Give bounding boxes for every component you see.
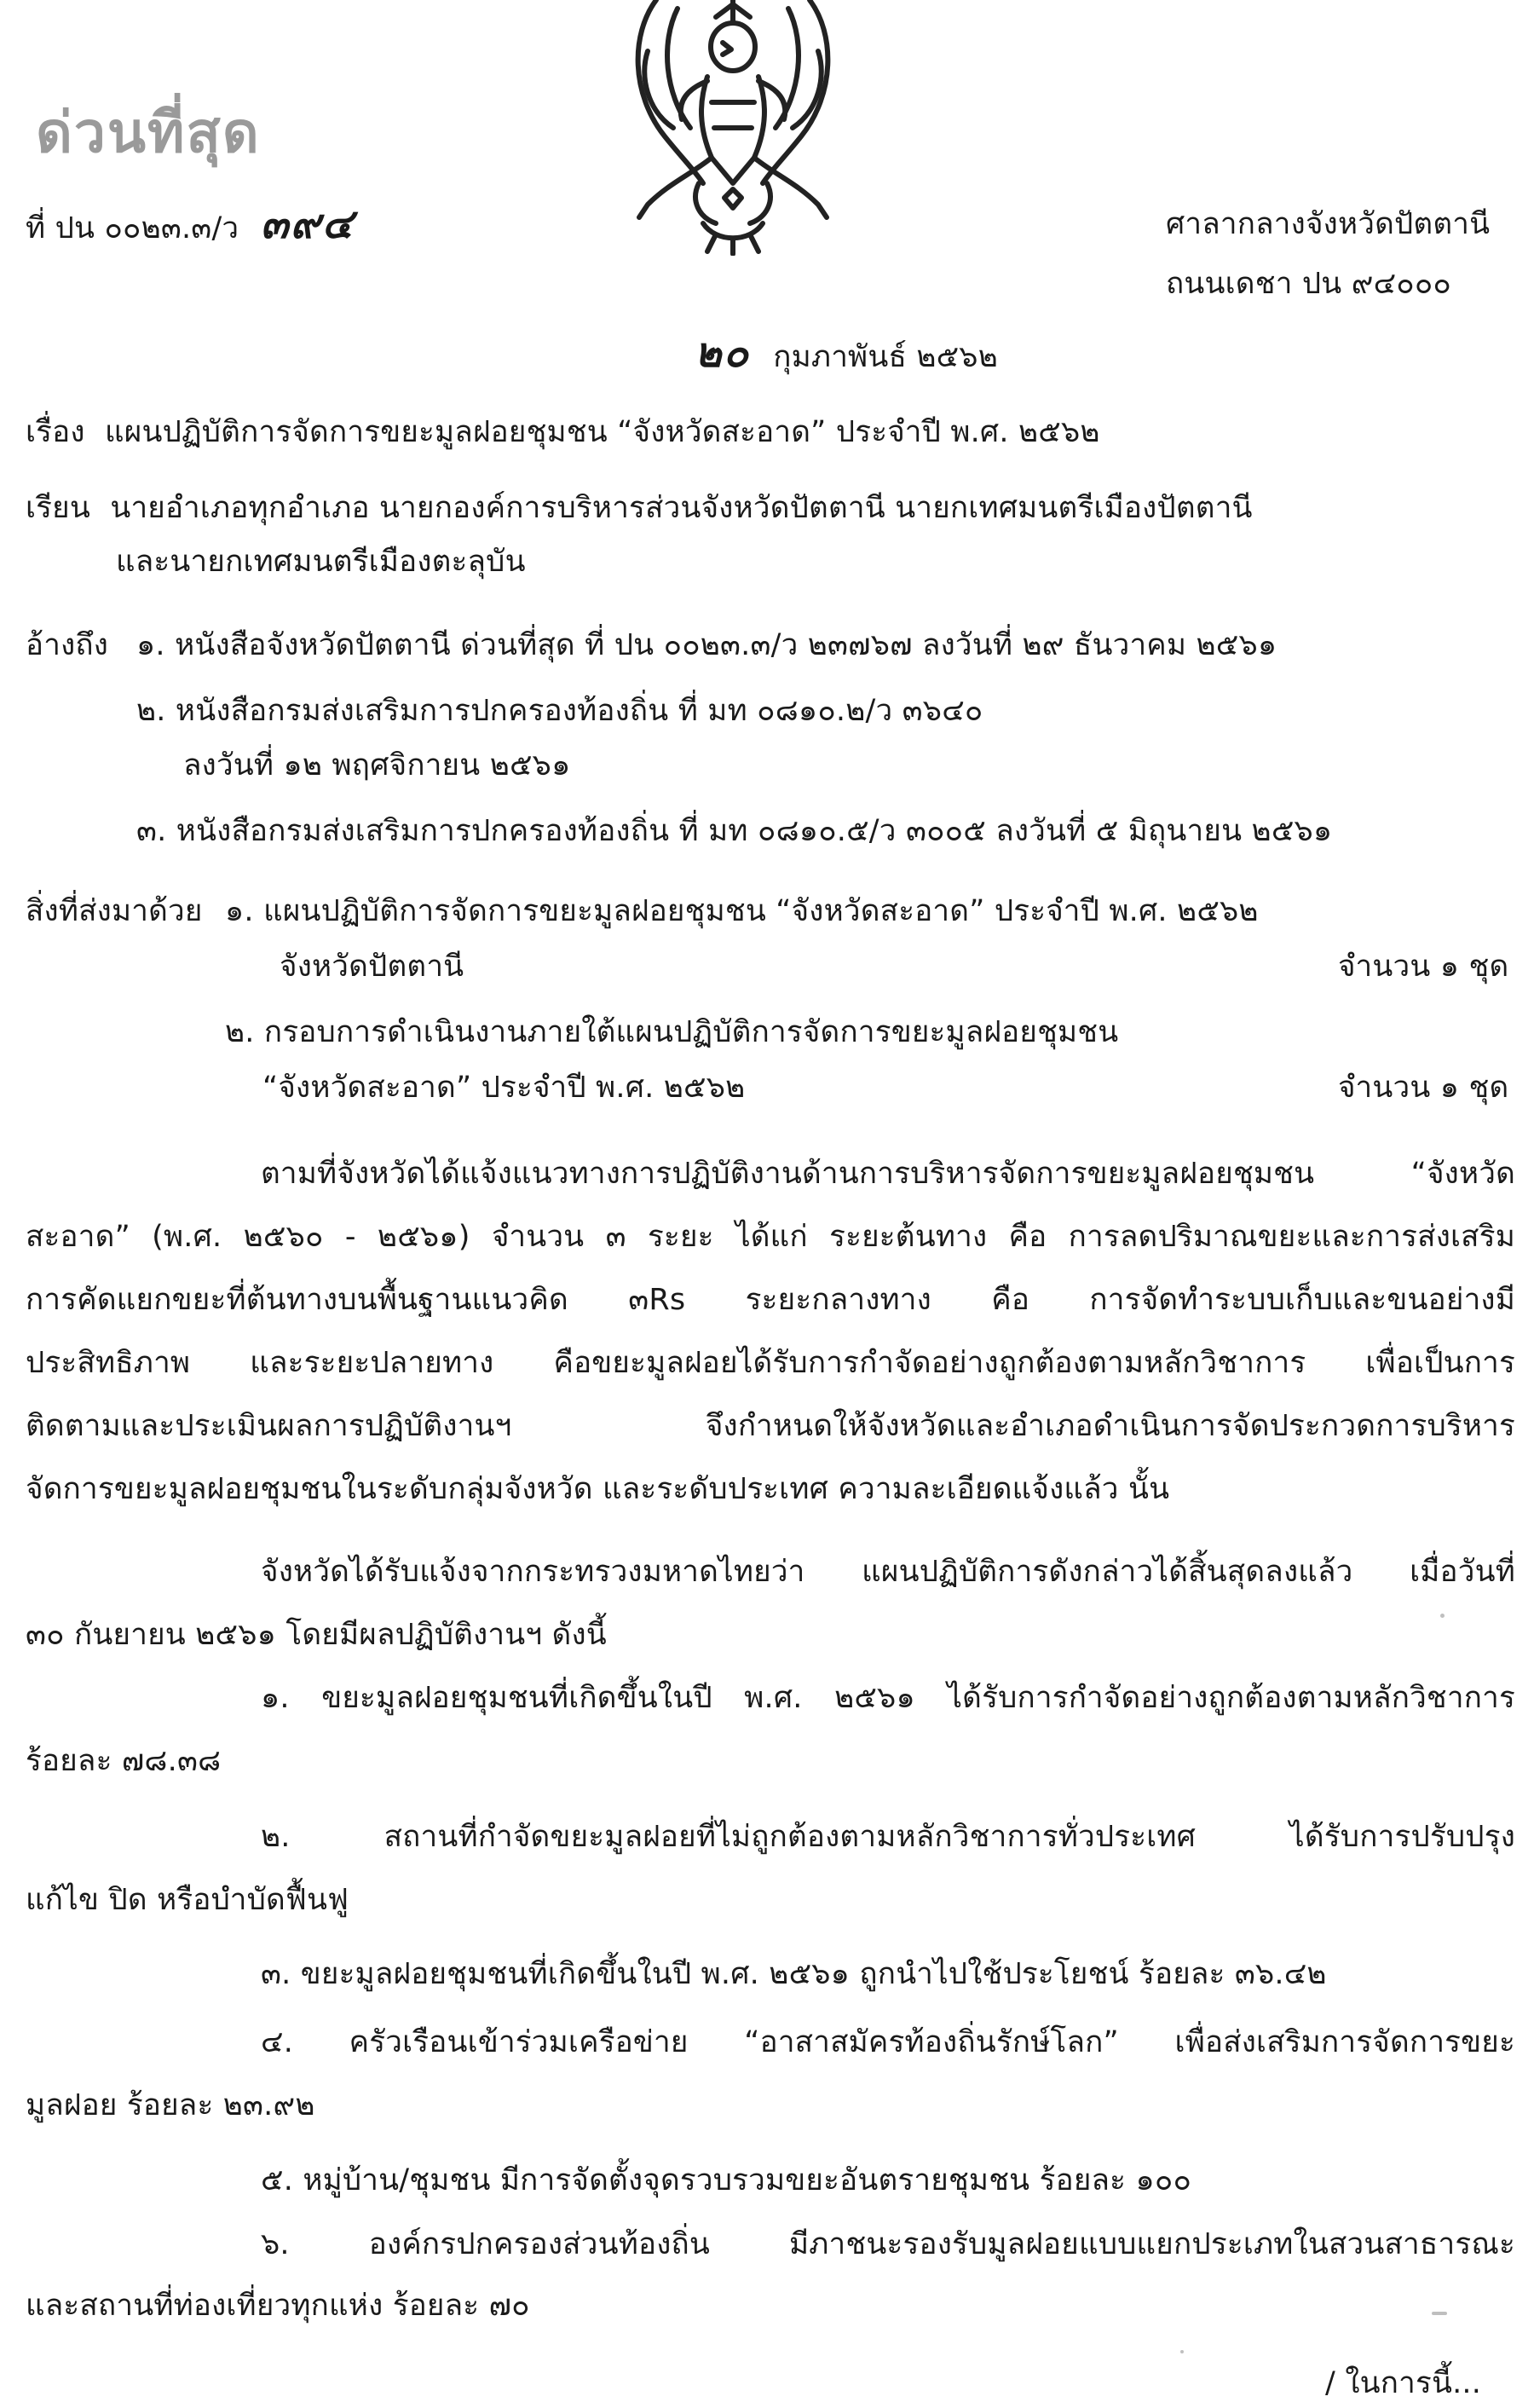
paragraph-1-line: สะอาด” (พ.ศ. ๒๕๖๐ - ๒๕๖๑) จำนวน ๓ ระยะ ได้แก่ ระยะต้นทาง คือ การลดปริมาณขยะและการส่งเสริม (26, 1220, 1515, 1254)
paragraph-1-line: ตามที่จังหวัดได้แจ้งแนวทางการปฏิบัติงานด้านการบริหารจัดการขยะมูลฝอยชุมชน “จังหวัด (261, 1157, 1515, 1191)
enclosure-quantity-2: จำนวน ๑ ชุด (1338, 1071, 1509, 1105)
reference-item-3: ๓. หนังสือกรมส่งเสริมการปกครองท้องถิ่น ที่ มท ๐๘๑๐.๕/ว ๓๐๐๕ ลงวันที่ ๕ มิถุนายน ๒๕๖๑ (136, 814, 1333, 848)
paragraph-1-line: จัดการขยะมูลฝอยชุมชนในระดับกลุ่มจังหวัด และระดับประเทศ ความละเอียดแจ้งแล้ว นั้น (26, 1472, 1170, 1506)
document-number-handwritten: ๓๙๔ (260, 200, 355, 248)
sender-address: ถนนเดชา ปน ๙๔๐๐๐ (1166, 267, 1451, 301)
document-number (26, 202, 355, 251)
result-item-2-cont: แก้ไข ปิด หรือบำบัดฟื้นฟู (26, 1883, 349, 1917)
continuation-marker: / ในการนี้... (1325, 2366, 1482, 2400)
result-item-1-cont: ร้อยละ ๗๘.๓๘ (26, 1744, 222, 1778)
date-day-handwritten: ๒๐ (695, 329, 750, 377)
result-item-6-cont: และสถานที่ท่องเที่ยวทุกแห่ง ร้อยละ ๗๐ (26, 2289, 530, 2323)
paragraph-1-line: การคัดแยกขยะที่ต้นทางบนพื้นฐานแนวคิด ๓Rs ระยะกลางทาง คือ การจัดทำระบบเก็บและขนอย่างมี (26, 1283, 1515, 1317)
recipient-line-2: และนายกเทศมนตรีเมืองตะลุบัน (116, 545, 526, 579)
recipient-line (26, 486, 1253, 530)
references-label: อ้างถึง (26, 628, 109, 662)
recipient-line-1: นายอำเภอทุกอำเภอ นายกองค์การบริหารส่วนจังหวัดปัตตานี นายกเทศมนตรีเมืองปัตตานี (110, 491, 1253, 525)
subject-line (26, 410, 1100, 454)
garuda-emblem-icon (597, 0, 869, 256)
recipient-label: เรียน (26, 491, 90, 525)
result-item-6: ๖. องค์กรปกครองส่วนท้องถิ่น มีภาชนะรองรับมูลฝอยแบบแยกประเภทในสวนสาธารณะ (261, 2227, 1515, 2261)
sender-office: ศาลากลางจังหวัดปัตตานี (1166, 207, 1491, 241)
result-item-4: ๔. ครัวเรือนเข้าร่วมเครือข่าย “อาสาสมัครท้องถิ่นรักษ์โลก” เพื่อส่งเสริมการจัดการขยะ (261, 2025, 1515, 2059)
scan-speck (1440, 1614, 1445, 1618)
document-date (695, 331, 998, 379)
result-item-4-cont: มูลฝอย ร้อยละ ๒๓.๙๒ (26, 2088, 315, 2122)
enclosure-item-2-cont: “จังหวัดสะอาด” ประจำปี พ.ศ. ๒๕๖๒ (262, 1071, 746, 1105)
paragraph-1-line: ติดตามและประเมินผลการปฏิบัติงานฯ จึงกำหนดให้จังหวัดและอำเภอดำเนินการจัดประกวดการบริหาร (26, 1409, 1515, 1443)
result-item-5: ๕. หมู่บ้าน/ชุมชน มีการจัดตั้งจุดรวบรวมขยะอันตรายชุมชน ร้อยละ ๑๐๐ (261, 2163, 1192, 2197)
urgent-stamp: ด่วนที่สุด (36, 100, 261, 165)
reference-item-2-date: ลงวันที่ ๑๒ พฤศจิกายน ๒๕๖๑ (183, 748, 571, 782)
enclosures-label: สิ่งที่ส่งมาด้วย (26, 894, 203, 928)
paragraph-1-line: ประสิทธิภาพ และระยะปลายทาง คือขยะมูลฝอยได้รับการกำจัดอย่างถูกต้องตามหลักวิชาการ เพื่อเป็นการ (26, 1346, 1515, 1380)
enclosure-item-1: ๑. แผนปฏิบัติการจัดการขยะมูลฝอยชุมชน “จังหวัดสะอาด” ประจำปี พ.ศ. ๒๕๖๒ (225, 894, 1259, 928)
scan-speck (1432, 2312, 1447, 2315)
scan-speck (1180, 2350, 1184, 2353)
result-item-2: ๒. สถานที่กำจัดขยะมูลฝอยที่ไม่ถูกต้องตามหลักวิชาการทั่วประเทศ ได้รับการปรับปรุง (261, 1820, 1515, 1854)
enclosure-quantity-1: จำนวน ๑ ชุด (1338, 950, 1509, 984)
result-item-3: ๓. ขยะมูลฝอยชุมชนที่เกิดขึ้นในปี พ.ศ. ๒๕๖๑ ถูกนำไปใช้ประโยชน์ ร้อยละ ๓๖.๔๒ (261, 1957, 1327, 1991)
document-number-prefix: ที่ ปน ๐๐๒๓.๓/ว (26, 211, 239, 245)
date-month-year: กุมภาพันธ์ ๒๕๖๒ (773, 340, 998, 374)
reference-item-2: ๒. หนังสือกรมส่งเสริมการปกครองท้องถิ่น ที่ มท ๐๘๑๐.๒/ว ๓๖๔๐ (136, 694, 983, 728)
subject-label: เรื่อง (26, 415, 85, 449)
enclosure-item-2: ๒. กรอบการดำเนินงานภายใต้แผนปฏิบัติการจัดการขยะมูลฝอยชุมชน (225, 1015, 1119, 1049)
paragraph-2-line: จังหวัดได้รับแจ้งจากกระทรวงมหาดไทยว่า แผนปฏิบัติการดังกล่าวได้สิ้นสุดลงแล้ว เมื่อวันที่ (261, 1555, 1515, 1589)
paragraph-2-line: ๓๐ กันยายน ๒๕๖๑ โดยมีผลปฏิบัติงานฯ ดังนี้ (26, 1618, 607, 1652)
subject-text: แผนปฏิบัติการจัดการขยะมูลฝอยชุมชน “จังหวัดสะอาด” ประจำปี พ.ศ. ๒๕๖๒ (105, 415, 1100, 449)
reference-item-1: ๑. หนังสือจังหวัดปัตตานี ด่วนที่สุด ที่ ปน ๐๐๒๓.๓/ว ๒๓๗๖๗ ลงวันที่ ๒๙ ธันวาคม ๒๕๖๑ (136, 628, 1277, 662)
enclosure-item-1-cont: จังหวัดปัตตานี (280, 950, 464, 984)
result-item-1: ๑. ขยะมูลฝอยชุมชนที่เกิดขึ้นในปี พ.ศ. ๒๕๖๑ ได้รับการกำจัดอย่างถูกต้องตามหลักวิชาการ (261, 1681, 1515, 1715)
